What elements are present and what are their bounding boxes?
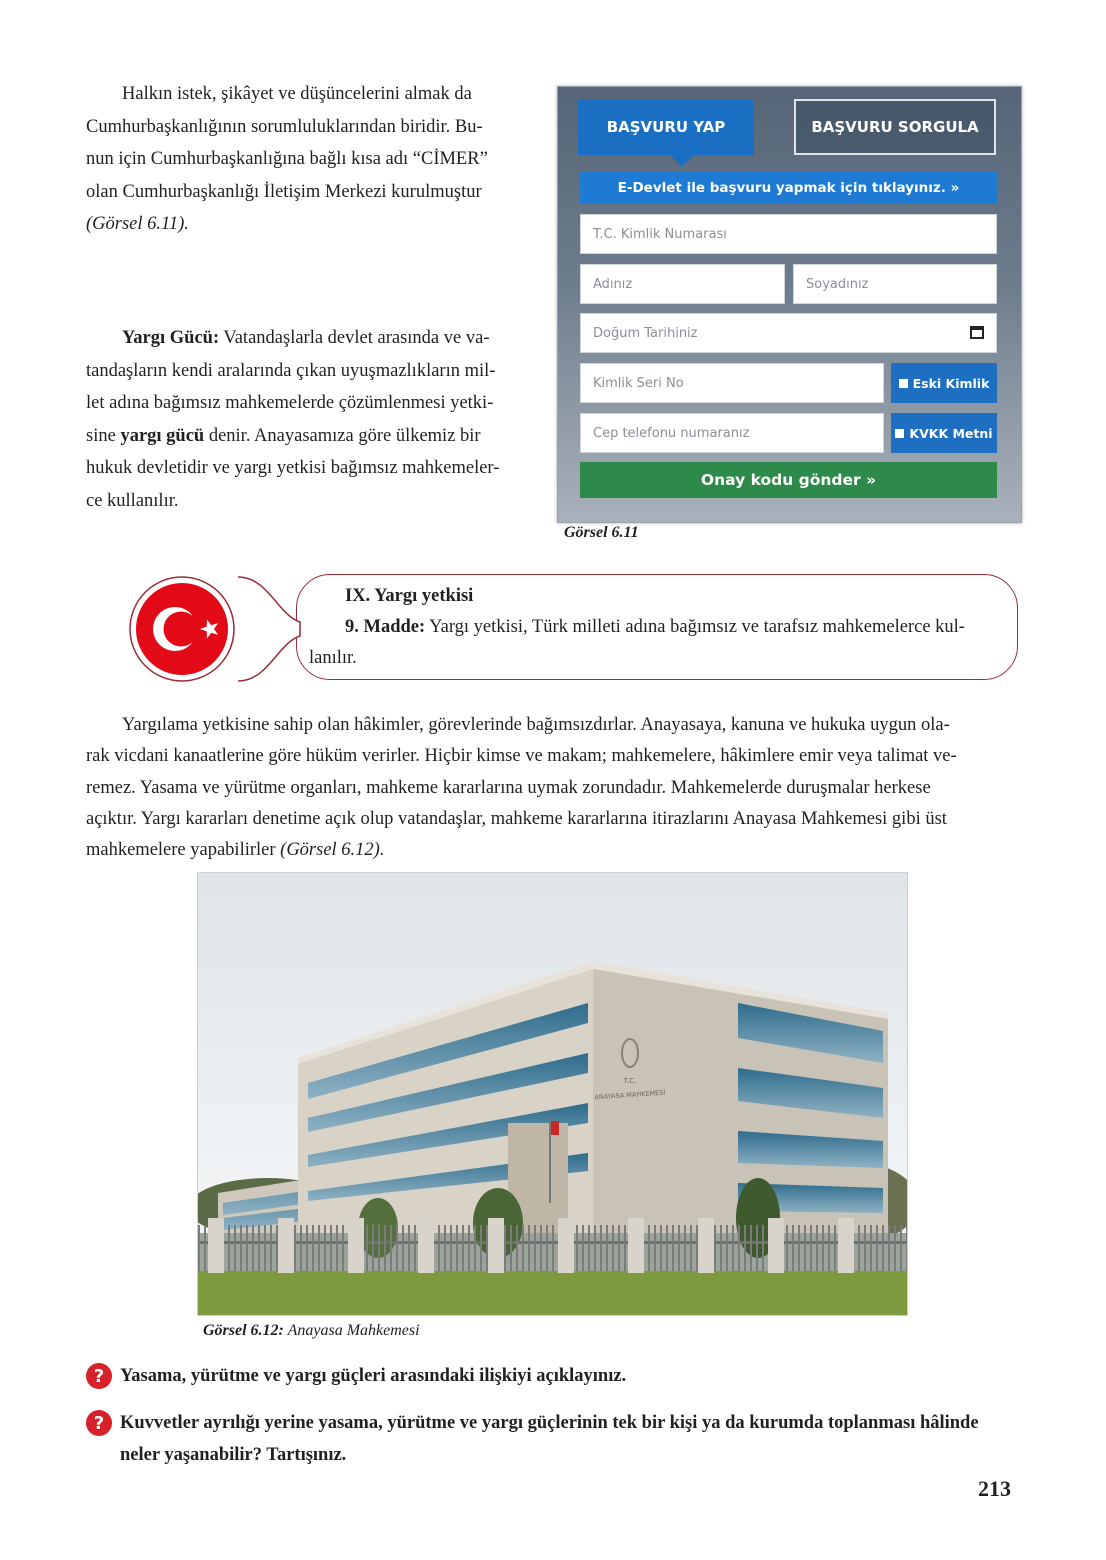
fence-illustration: [198, 873, 908, 1316]
question-line: Kuvvetler ayrılığı yerine yasama, yürütme ve yargı güçlerinin tek bir kişi ya da kurumda toplanması hâlinde: [120, 1413, 979, 1433]
sign-court-name: ANAYASA MAHKEMESİ: [594, 1088, 666, 1102]
main-paragraph: [86, 710, 1019, 866]
fence-bar: [534, 1225, 536, 1271]
fence-pillar: [488, 1218, 504, 1273]
intro-paragraph: [86, 78, 531, 241]
fence-bar: [444, 1225, 446, 1271]
fence-pillar: [838, 1218, 854, 1273]
fence-bar: [264, 1225, 266, 1271]
fence-bar: [804, 1225, 806, 1271]
phone-input[interactable]: Cep telefonu numaranız: [580, 413, 884, 453]
intro-line: nun için Cumhurbaşkanlığına bağlı kısa adı “CİMER”: [86, 149, 488, 169]
fence-bar: [252, 1225, 254, 1271]
fence-bar: [828, 1225, 830, 1271]
turkish-flag-emblem: [118, 560, 308, 698]
fence-bar: [390, 1225, 392, 1271]
fence-bar: [822, 1225, 824, 1271]
fence-pillar: [768, 1218, 784, 1273]
fence-bar: [396, 1225, 398, 1271]
fence-pillar: [558, 1218, 574, 1273]
fence-bar: [384, 1225, 386, 1271]
fence-bar: [312, 1225, 314, 1271]
kvkk-checkbox-button[interactable]: [891, 413, 997, 453]
fence-bar: [810, 1225, 812, 1271]
fence-pillar: [418, 1218, 434, 1273]
figure-reference: (Görsel 6.11).: [86, 214, 189, 234]
fence-bar: [906, 1225, 908, 1271]
fence-bar: [798, 1225, 800, 1271]
main-line: remez. Yasama ve yürütme organları, mahkeme kararlarına uymak zorundadır. Mahkemelerde duruşmalar herkese: [86, 777, 931, 798]
fence-bar: [204, 1225, 206, 1271]
fence-bar: [324, 1225, 326, 1271]
fence-bar: [468, 1225, 470, 1271]
birthdate-placeholder: Doğum Tarihiniz: [593, 325, 698, 341]
fence-bar: [600, 1225, 602, 1271]
fence-bar: [258, 1225, 260, 1271]
old-id-checkbox-button[interactable]: [891, 363, 997, 403]
cimer-form-screenshot: [557, 86, 1022, 523]
fence-bar: [714, 1225, 716, 1271]
question-1: [86, 1363, 626, 1392]
fence-bar: [792, 1225, 794, 1271]
fence-bar: [690, 1225, 692, 1271]
fence-bar: [720, 1225, 722, 1271]
article-text: Yargı yetkisi, Türk milleti adına bağımsız ve tarafsız mahkemelerce kul-: [425, 617, 965, 637]
fence-bar: [732, 1225, 734, 1271]
constitutional-court-photo: [197, 872, 908, 1316]
page-number: 213: [978, 1476, 1011, 1501]
edevlet-link-button[interactable]: E-Devlet ile başvuru yapmak için tıklayınız. »: [580, 172, 997, 204]
fence-pillar: [698, 1218, 714, 1273]
judiciary-line: let adına bağımsız mahkemelerde çözümlenmesi yetki-: [86, 393, 494, 413]
question-text: [120, 1407, 979, 1471]
fence-bar: [576, 1225, 578, 1271]
fence-bar: [330, 1225, 332, 1271]
fence-bar: [276, 1225, 278, 1271]
fence-pillar: [208, 1218, 224, 1273]
fence-bar: [696, 1225, 698, 1271]
tab-query[interactable]: BAŞVURU SORGULA: [794, 99, 996, 155]
fence-bar: [540, 1225, 542, 1271]
fence-bar: [198, 1225, 200, 1271]
fence-bar: [876, 1225, 878, 1271]
fence-bar: [870, 1225, 872, 1271]
fence-bar: [624, 1225, 626, 1271]
calendar-icon[interactable]: [970, 326, 984, 339]
fence-pillar: [348, 1218, 364, 1273]
question-mark-icon: ?: [86, 1410, 112, 1436]
fence-bar: [648, 1225, 650, 1271]
fence-bar: [654, 1225, 656, 1271]
fence-bar: [816, 1225, 818, 1271]
fence-bar: [588, 1225, 590, 1271]
judiciary-paragraph: [86, 322, 531, 517]
fence-bar: [408, 1225, 410, 1271]
fence-bar: [684, 1225, 686, 1271]
fence-bar: [228, 1225, 230, 1271]
old-id-label: Eski Kimlik: [912, 375, 990, 391]
constitution-heading: [345, 581, 473, 612]
article-label: 9. Madde:: [345, 617, 426, 637]
fence-bar: [888, 1225, 890, 1271]
figure-caption-6-12: [203, 1322, 420, 1340]
main-line: Yargılama yetkisine sahip olan hâkimler, görevlerinde bağımsızdırlar. Anayasaya, kanuna ve hukuka uygun ola-: [122, 715, 950, 735]
tab-apply[interactable]: BAŞVURU YAP: [578, 99, 754, 155]
fence-bar: [372, 1225, 374, 1271]
caption-text: Anayasa Mahkemesi: [283, 1322, 420, 1339]
fence-bar: [660, 1225, 662, 1271]
main-line: mahkemelere yapabilirler: [86, 840, 281, 861]
fence-bar: [486, 1225, 488, 1271]
checkbox-icon[interactable]: [895, 429, 904, 438]
sign-tc: T.C.: [623, 1077, 637, 1085]
fence-bar: [516, 1225, 518, 1271]
fence-bar: [594, 1225, 596, 1271]
fence-bar: [552, 1225, 554, 1271]
fence-bar: [474, 1225, 476, 1271]
fence-bar: [414, 1225, 416, 1271]
fence-bar: [342, 1225, 344, 1271]
main-line: açıktır. Yargı kararları denetime açık olup vatandaşlar, mahkeme kararlarına itirazlarını Anayasa Mahkemesi gibi üst: [86, 808, 947, 829]
fence-bar: [528, 1225, 530, 1271]
fence-bar: [510, 1225, 512, 1271]
fence-bar: [450, 1225, 452, 1271]
fence-bar: [300, 1225, 302, 1271]
fence-bar: [336, 1225, 338, 1271]
question-line: neler yaşanabilir? Tartışınız.: [120, 1445, 347, 1465]
name-input[interactable]: Adınız: [580, 264, 785, 304]
fence-bar: [666, 1225, 668, 1271]
fence-bar: [294, 1225, 296, 1271]
fence-bar: [234, 1225, 236, 1271]
judiciary-line: ce kullanılır.: [86, 490, 179, 511]
figure-reference: (Görsel 6.12).: [280, 840, 385, 861]
fence-bar: [672, 1225, 674, 1271]
question-text: Yasama, yürütme ve yargı güçleri arasındaki ilişkiyi açıklayınız.: [120, 1366, 627, 1386]
fence-bar: [864, 1225, 866, 1271]
fence-bar: [318, 1225, 320, 1271]
fence-bar: [522, 1225, 524, 1271]
question-2: [86, 1410, 979, 1471]
fence-pillar: [278, 1218, 294, 1273]
fence-bar: [900, 1225, 902, 1271]
kvkk-label: KVKK Metni: [909, 425, 993, 441]
intro-line: olan Cumhurbaşkanlığı İletişim Merkezi kurulmuştur: [86, 181, 482, 202]
figure-caption-6-11: [564, 524, 639, 542]
fence-bar: [738, 1225, 740, 1271]
fence-bar: [894, 1225, 896, 1271]
checkbox-icon[interactable]: [899, 379, 908, 388]
fence-bar: [678, 1225, 680, 1271]
fence-bar: [882, 1225, 884, 1271]
judiciary-line: tandaşların kendi aralarında çıkan uyuşmazlıkların mil-: [86, 360, 496, 381]
fence-bar: [618, 1225, 620, 1271]
constitution-article: [345, 612, 965, 643]
fence-bar: [378, 1225, 380, 1271]
fence-bar: [270, 1225, 272, 1271]
birthdate-input[interactable]: [580, 313, 997, 353]
judiciary-line: Vatandaşlarla devlet arasında ve va-: [219, 328, 490, 348]
fence-bar: [858, 1225, 860, 1271]
fence-bar: [462, 1225, 464, 1271]
fence-bar: [786, 1225, 788, 1271]
fence-bar: [726, 1225, 728, 1271]
fence-bar: [246, 1225, 248, 1271]
fence-bar: [480, 1225, 482, 1271]
fence-bar: [834, 1225, 836, 1271]
fence-bar: [744, 1225, 746, 1271]
fence-bar: [612, 1225, 614, 1271]
fence-bar: [306, 1225, 308, 1271]
fence-bar: [240, 1225, 242, 1271]
judiciary-line: sine: [86, 425, 121, 446]
intro-line: Halkın istek, şikâyet ve düşüncelerini almak da: [122, 84, 472, 104]
fence-pillar: [628, 1218, 644, 1273]
term-judiciary-power: Yargı Gücü:: [122, 328, 220, 348]
fence-bar: [456, 1225, 458, 1271]
fence-bar: [750, 1225, 752, 1271]
constitution-heading-text: IX. Yargı yetkisi: [345, 586, 474, 606]
fence-bar: [402, 1225, 404, 1271]
fence-bar: [546, 1225, 548, 1271]
term-yargi-gucu: yargı gücü: [120, 425, 205, 446]
main-line: rak vicdani kanaatlerine göre hüküm verirler. Hiçbir kimse ve makam; mahkemelere, hâkimlere emir veya talimat ve-: [86, 746, 957, 767]
fence-bar: [582, 1225, 584, 1271]
fence-bar: [606, 1225, 608, 1271]
fence-bar: [504, 1225, 506, 1271]
send-code-button[interactable]: Onay kodu gönder »: [580, 462, 997, 498]
serial-number-input[interactable]: Kimlik Seri No: [580, 363, 884, 403]
fence-bar: [366, 1225, 368, 1271]
caption-label: Görsel 6.12:: [203, 1322, 284, 1339]
fence-bar: [756, 1225, 758, 1271]
judiciary-line: hukuk devletidir ve yargı yetkisi bağımsız mahkemeler-: [86, 458, 500, 478]
tc-id-input[interactable]: T.C. Kimlik Numarası: [580, 214, 997, 254]
constitution-article-cont: lanılır.: [309, 648, 357, 668]
fence-bar: [438, 1225, 440, 1271]
caption-label: Görsel 6.11: [564, 524, 639, 541]
question-mark-icon: ?: [86, 1363, 112, 1389]
intro-line: Cumhurbaşkanlığının sorumluluklarından biridir. Bu-: [86, 116, 483, 137]
surname-input[interactable]: Soyadınız: [793, 264, 997, 304]
fence-bar: [762, 1225, 764, 1271]
judiciary-line: denir. Anayasamıza göre ülkemiz bir: [204, 425, 481, 446]
